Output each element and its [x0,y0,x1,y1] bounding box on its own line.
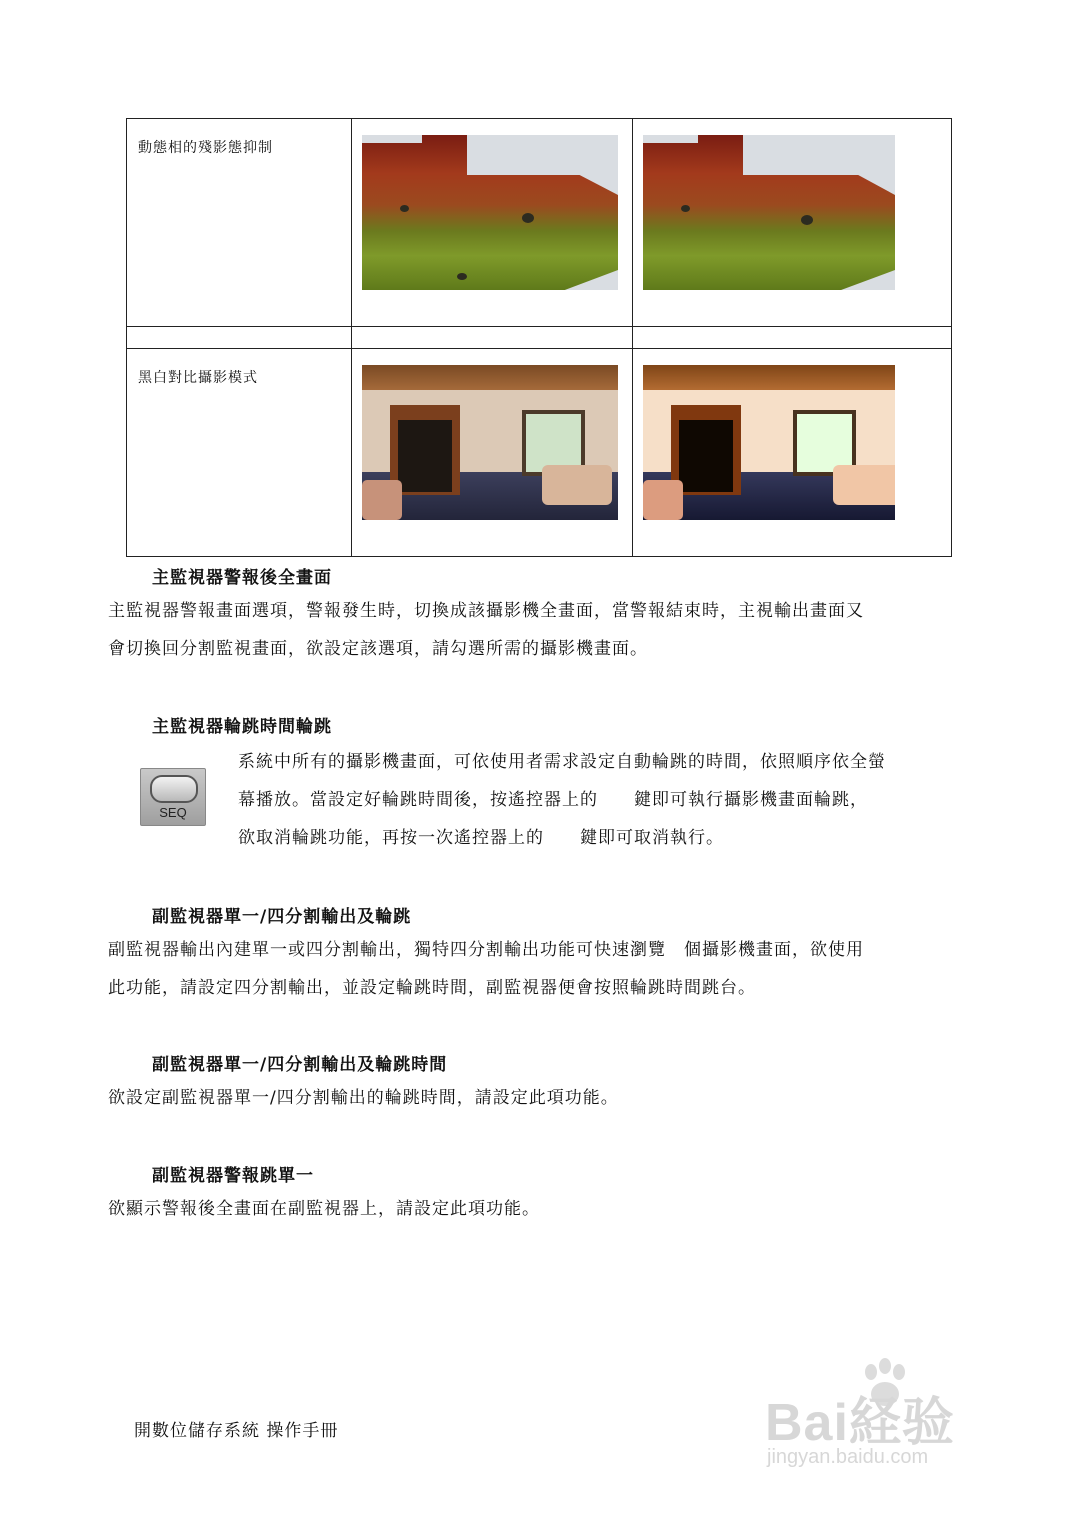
image-cell [633,349,952,557]
row-label [127,327,352,349]
leaf-image-before [362,135,618,290]
paragraph-line: 副監視器輸出內建單一或四分割輸出，獨特四分割輸出功能可快速瀏覽 個攝影機畫面，欲使用 [108,940,864,960]
section-heading: 主監視器輪跳時間輪跳 [152,717,332,737]
image-cell [352,119,633,327]
page-footer: 開數位儲存系統 操作手冊 [134,1421,339,1441]
section-paragraph [238,743,988,857]
paragraph-line: 幕播放。當設定好輪跳時間後，按遙控器上的 鍵即可執行攝影機畫面輪跳， [238,790,868,810]
seq-pill-icon [150,775,198,803]
watermark-brand: Bai経验 [765,1394,955,1452]
section-paragraph [108,1079,988,1117]
seq-button-image [140,768,206,826]
section-heading: 副監視器單一/四分割輸出及輪跳 [152,907,412,927]
leaf-image-after [643,135,895,290]
section-heading: 副監視器警報跳單一 [152,1166,314,1186]
comparison-table [126,118,952,557]
section-heading: 副監視器單一/四分割輸出及輪跳時間 [152,1055,448,1075]
paragraph-line: 欲設定副監視器單一/四分割輸出的輪跳時間，請設定此項功能。 [108,1088,619,1108]
watermark-url: jingyan.baidu.com [767,1446,929,1468]
section-heading: 主監視器警報後全畫面 [152,568,332,588]
row-label: 黑白對比攝影模式 [127,349,352,557]
table-row [127,327,952,349]
room-image-before [362,365,618,520]
paragraph-line: 欲顯示警報後全畫面在副監視器上，請設定此項功能。 [108,1199,540,1219]
baidu-watermark [765,1358,1015,1478]
image-cell [633,119,952,327]
seq-button-label: SEQ [159,805,187,820]
section-paragraph [108,592,988,668]
section-paragraph [108,1190,988,1228]
row-label: 動態相的殘影態抑制 [127,119,352,327]
paragraph-line: 會切換回分割監視畫面，欲設定該選項，請勾選所需的攝影機畫面。 [108,639,648,659]
paragraph-line: 主監視器警報畫面選項，警報發生時，切換成該攝影機全畫面，當警報結束時，主視輸出畫面又 [108,601,864,621]
section-paragraph [108,931,988,1007]
paragraph-line: 此功能，請設定四分割輸出，並設定輪跳時間，副監視器便會按照輪跳時間跳台。 [108,978,756,998]
paragraph-line: 系統中所有的攝影機畫面，可依使用者需求設定自動輪跳的時間，依照順序依全螢 [238,752,886,772]
paragraph-line: 欲取消輪跳功能，再按一次遙控器上的 鍵即可取消執行。 [238,828,724,848]
table-row [127,349,952,557]
table-row [127,119,952,327]
room-image-after [643,365,895,520]
image-cell [352,349,633,557]
